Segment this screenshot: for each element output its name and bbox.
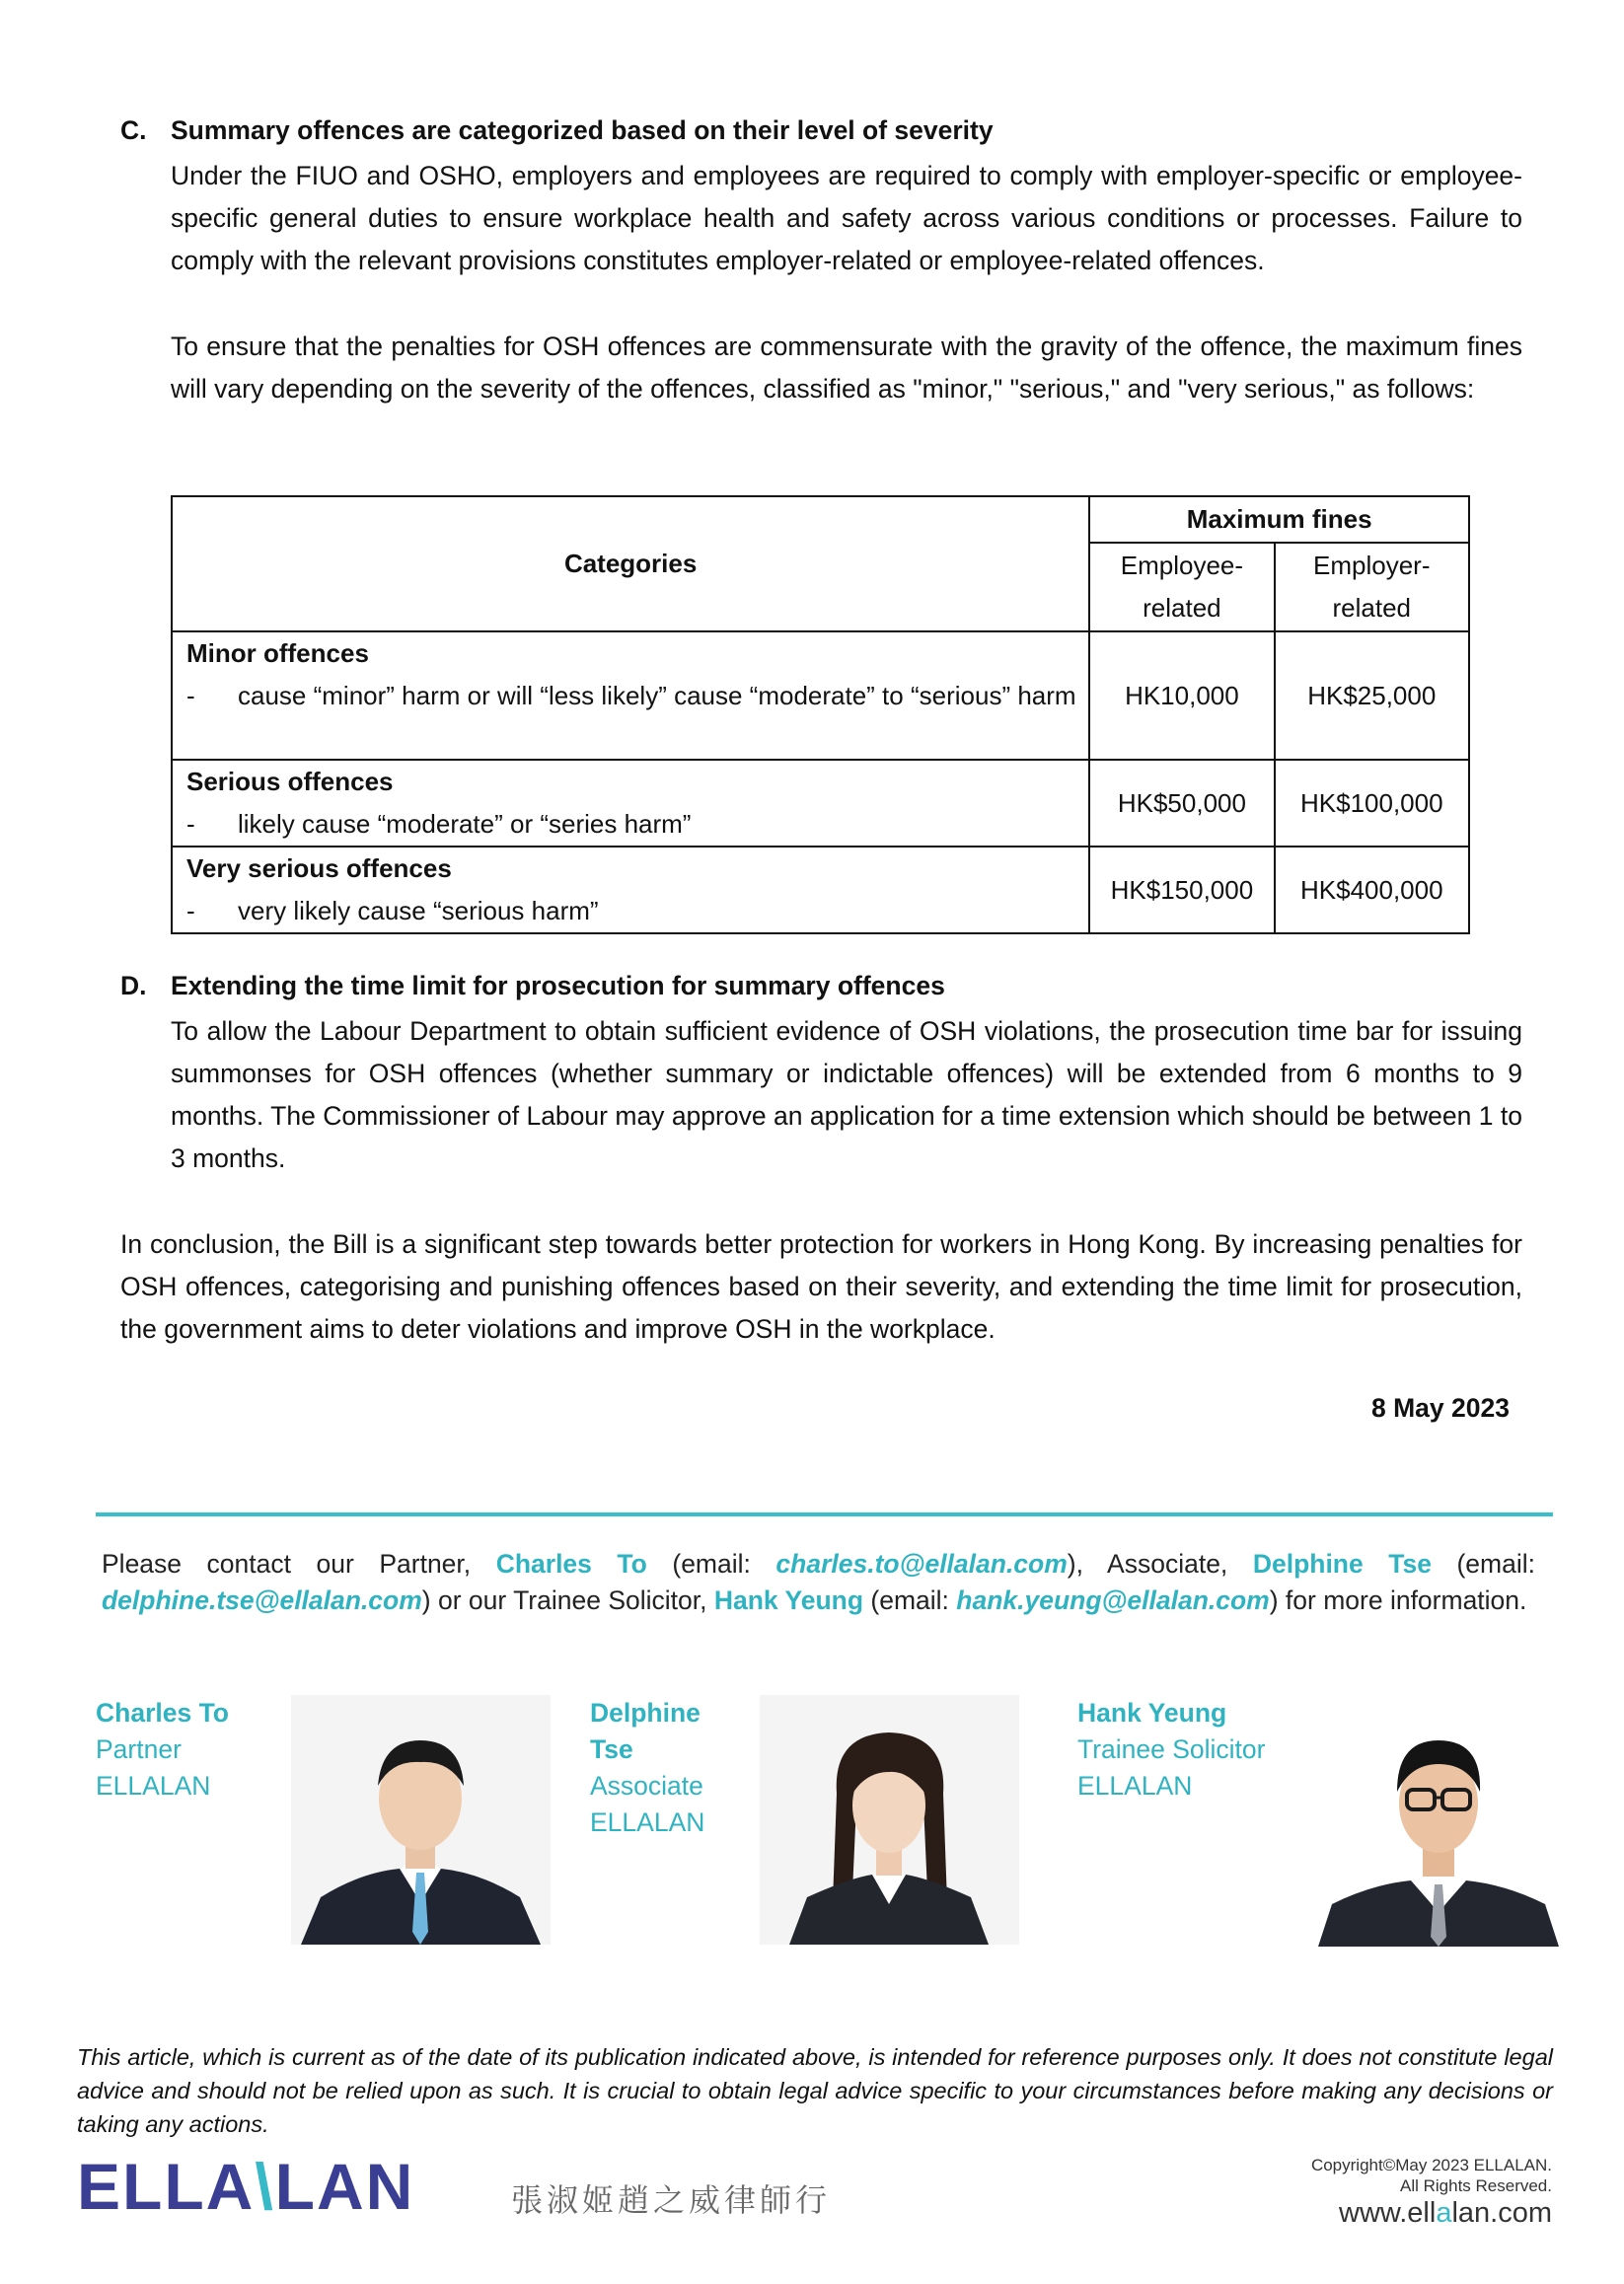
employer-fine: HK$400,000 <box>1275 847 1469 933</box>
section-d-title: Extending the time limit for prosecution for summary offences <box>171 971 945 1000</box>
category-description: very likely cause “serious harm” <box>238 896 599 925</box>
person-role: Partner <box>96 1734 182 1764</box>
maximum-fines-header: Maximum fines <box>1089 496 1469 543</box>
person-name: Charles To <box>96 1698 229 1728</box>
contact-paragraph: Please contact our Partner, Charles To (email: charles.to@ellalan.com), Associate, Delphine Tse (email: delphine.tse@ellalan.com) or our Trainee Solicitor, Hank Yeung (email: hank.yeung@ellalan.com) for more information. <box>102 1549 1535 1615</box>
category-cell: Very serious offences - very likely cause “serious harm” <box>172 847 1089 933</box>
employer-fine: HK$100,000 <box>1275 760 1469 847</box>
person-firm: ELLALAN <box>590 1807 705 1837</box>
partner-name-link[interactable]: Charles To <box>495 1549 647 1579</box>
categories-header: Categories <box>172 496 1089 631</box>
firm-chinese-name: 張淑姬趙之威律師行 <box>511 2181 832 2219</box>
person-card-hank <box>1077 1695 1334 1805</box>
category-description: cause “minor” harm or will “less likely” cause “moderate” to “serious” harm <box>238 681 1076 710</box>
trainee-name-link[interactable]: Hank Yeung <box>713 1585 864 1615</box>
delphine-tse-photo <box>760 1695 1019 1945</box>
person-firm: ELLALAN <box>1077 1771 1193 1801</box>
section-d-letter: D. <box>120 971 147 1000</box>
person-name: Tse <box>590 1734 633 1764</box>
category-name: Minor offences <box>186 638 369 668</box>
employee-fine: HK$150,000 <box>1089 847 1274 933</box>
section-c-title: Summary offences are categorized based on their level of severity <box>171 115 994 145</box>
fines-table <box>171 495 1470 934</box>
conclusion-paragraph: In conclusion, the Bill is a significant step towards better protection for workers in Hong Kong. By increasing penalties for OSH offences, categorising and punishing offences based on their severity, and extending the time limit for prosecution, the government aims to deter violations and improve OSH in the workplace. <box>120 1229 1522 1344</box>
person-role: Associate <box>590 1771 703 1801</box>
email-link-delphine[interactable]: delphine.tse@ellalan.com <box>102 1585 422 1615</box>
publication-date: 8 May 2023 <box>1371 1393 1510 1423</box>
person-role: Trainee Solicitor <box>1077 1734 1266 1764</box>
employee-fine: HK10,000 <box>1089 631 1274 760</box>
table-row <box>172 631 1469 760</box>
employee-fine: HK$50,000 <box>1089 760 1274 847</box>
category-name: Very serious offences <box>186 853 452 883</box>
section-c-letter: C. <box>120 115 147 145</box>
hank-yeung-photo <box>1312 1695 1565 1947</box>
divider-rule <box>96 1512 1553 1516</box>
table-row <box>172 847 1469 933</box>
category-cell: Minor offences - cause “minor” harm or will “less likely” cause “moderate” to “serious” harm <box>172 631 1089 760</box>
section-c-paragraph-1: Under the FIUO and OSHO, employers and employees are required to comply with employer-specific or employee-specific general duties to ensure workplace health and safety across various conditions or processes. Failure to comply with the relevant provisions constitutes employer-related or employee-related offences. <box>171 161 1522 275</box>
person-name: Delphine <box>590 1698 701 1728</box>
email-link-hank[interactable]: hank.yeung@ellalan.com <box>956 1585 1270 1615</box>
ellalan-logo: ELLA\LAN <box>77 2150 415 2223</box>
category-description: likely cause “moderate” or “series harm” <box>238 809 692 839</box>
table-row <box>172 760 1469 847</box>
category-cell: Serious offences - likely cause “moderate” or “series harm” <box>172 760 1089 847</box>
section-c-paragraph-2: To ensure that the penalties for OSH offences are commensurate with the gravity of the offence, the maximum fines will vary depending on the severity of the offences, classified as "minor," "serious," and "very serious," as follows: <box>171 332 1522 404</box>
disclaimer: This article, which is current as of the date of its publication indicated above, is intended for reference purposes only. It does not constitute legal advice and should not be relied upon as such. It is crucial to obtain legal advice specific to your circumstances before making any decisions or taking any actions. <box>77 2044 1553 2137</box>
person-card-charles <box>96 1695 293 1805</box>
employer-fine: HK$25,000 <box>1275 631 1469 760</box>
section-d-paragraph: To allow the Labour Department to obtain sufficient evidence of OSH violations, the prosecution time bar for issuing summonses for OSH offences (whether summary or indictable offences) will be extended from 6 months to 9 months. The Commissioner of Labour may approve an application for a time extension which should be between 1 to 3 months. <box>171 1016 1522 1173</box>
charles-to-photo <box>291 1695 551 1945</box>
copyright: Copyright©May 2023 ELLALAN. All Rights Reserved. <box>1310 2156 1552 2195</box>
email-link-charles[interactable]: charles.to@ellalan.com <box>775 1549 1068 1579</box>
person-name: Hank Yeung <box>1077 1698 1227 1728</box>
person-card-delphine <box>590 1695 728 1841</box>
person-firm: ELLALAN <box>96 1771 211 1801</box>
category-name: Serious offences <box>186 767 394 796</box>
employee-related-header: Employee- related <box>1089 543 1274 631</box>
website-link[interactable]: www.ellalan.com <box>1339 2197 1552 2229</box>
associate-name-link[interactable]: Delphine Tse <box>1252 1549 1432 1579</box>
employer-related-header: Employer- related <box>1275 543 1469 631</box>
